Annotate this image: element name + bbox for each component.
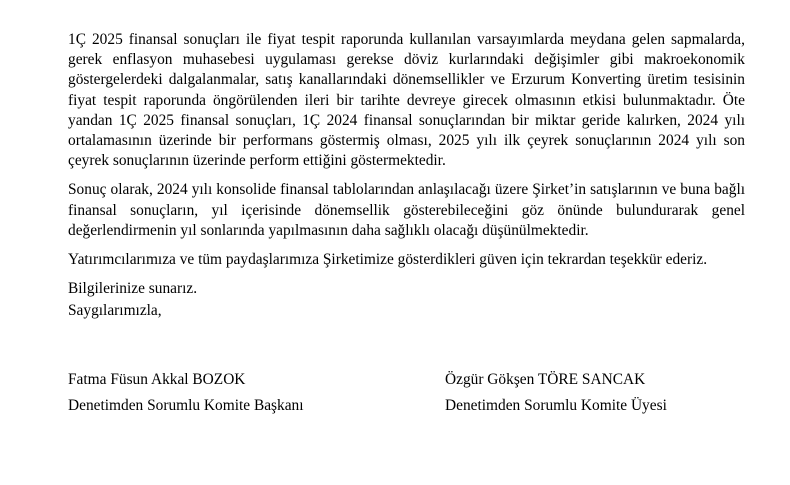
salutation: Saygılarımızla, [68,302,162,320]
signature-left [68,367,304,419]
signature-block [68,367,745,427]
paragraph-thanks: Yatırımcılarımıza ve tüm paydaşlarımıza Şirketimize gösterdikleri güven için tekrardan teşekkür ederiz. [68,251,708,269]
signatory-name: Fatma Füsun Akkal BOZOK [68,371,246,388]
paragraph-conclusion: Sonuç olarak, 2024 yılı konsolide finansal tablolarından anlaşılacağı üzere Şirket’in satışlarının ve buna bağlı finansal sonuçların, yıl içerisinde dönemsellik gösterebileceğini göz önünde bulundurarak genel değerlendirmenin yıl sonlarında yapılmasının daha sağlıklı olacağı düşünülmektedir. [68,181,745,239]
closing-line: Bilgilerinize sunarız. [68,280,198,298]
signatory-name: Özgür Gökşen TÖRE SANCAK [445,371,646,388]
signature-right [445,367,667,419]
signatory-title: Denetimden Sorumlu Komite Üyesi [445,397,667,414]
letter-body [68,30,745,414]
paragraph-financial-results: 1Ç 2025 finansal sonuçları ile fiyat tespit raporunda kullanılan varsayımlarda meydana gelen sapmalarda, gerek enflasyon muhasebesi uygulaması gerekse döviz kurlarındaki değişimler gibi makroekonomik göstergelerdeki dalgalanmalar, satış kanallarındaki dönemsellikler ve Erzurum Konverting üretim tesisinin fiyat tespit raporunda öngörülenden ileri bir tarihte devreye girecek olmasının etkisi bulunmaktadır. Öte yandan 1Ç 2025 finansal sonuçları, 1Ç 2024 finansal sonuçlarından bir miktar geride kalırken, 2024 yılı ortalamasının üzerinde bir performans göstermiş olması, 2025 yılı ilk çeyrek sonuçlarının 2024 yılı son çeyrek sonuçlarının üzerinde perform ettiğini göstermektedir. [68,31,745,170]
signatory-title: Denetimden Sorumlu Komite Başkanı [68,397,304,414]
